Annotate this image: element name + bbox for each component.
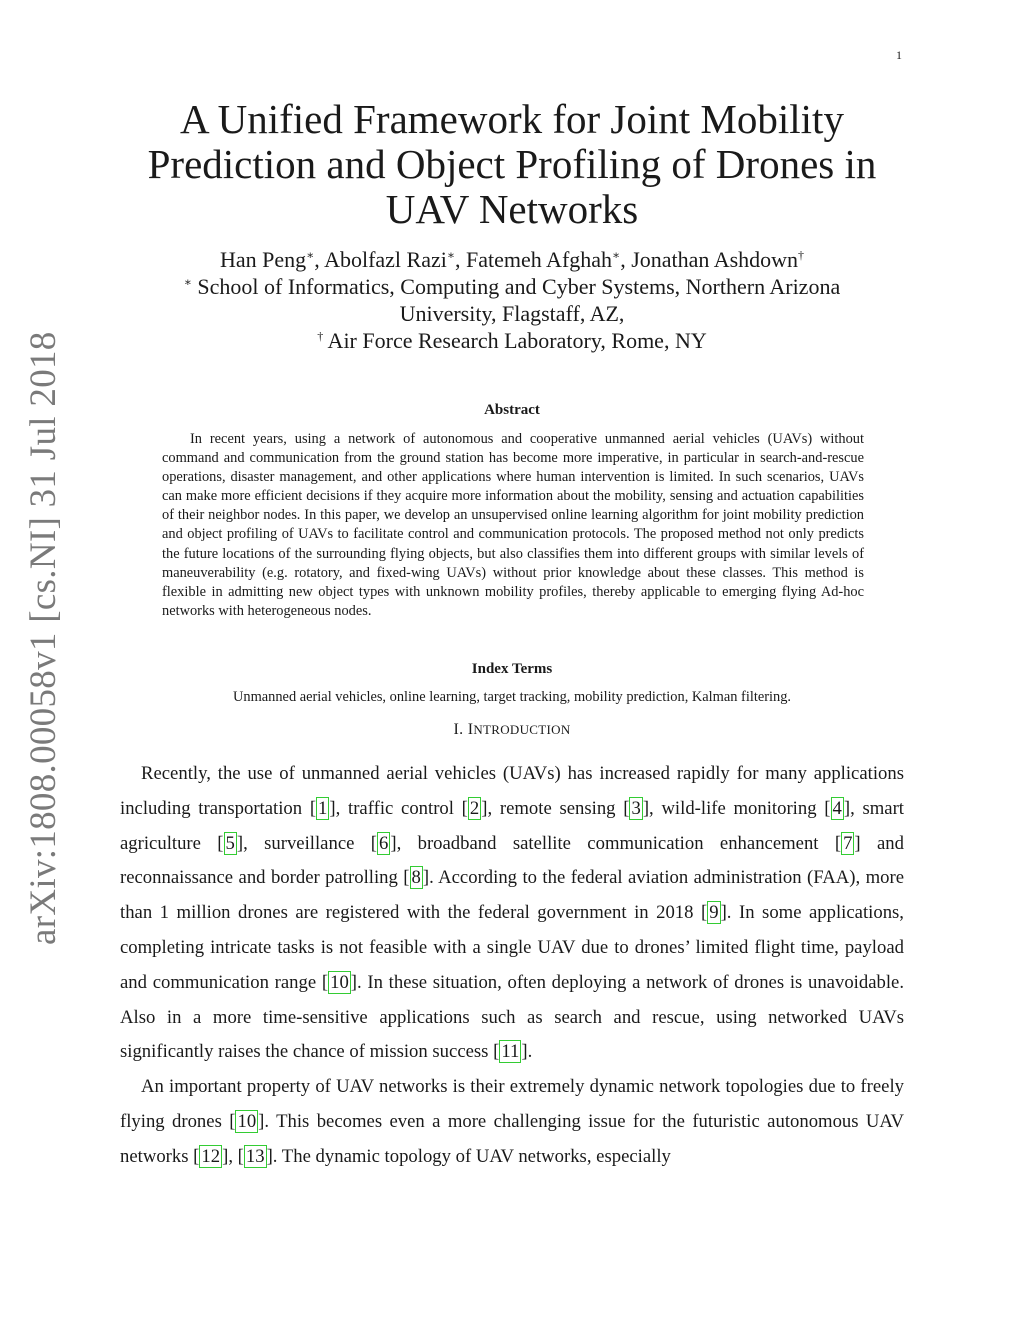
title-line: UAV Networks: [385, 186, 639, 232]
citation-link[interactable]: 12: [201, 1145, 221, 1167]
citation-link[interactable]: 5: [225, 832, 235, 854]
author-name: , Fatemeh Afghah: [455, 247, 613, 272]
section-number: I.: [453, 721, 468, 738]
text-run: ]. According to the federal aviation administration (FAA), more than 1 million drones are registered with the federal government in 2018 [: [120, 867, 904, 924]
citation-link[interactable]: 11: [501, 1041, 520, 1063]
author-name: Han Peng: [219, 247, 307, 272]
author-name: , Abolfazl Razi: [314, 247, 447, 272]
affiliation-mark: †: [317, 329, 324, 343]
affiliation-text: Air Force Research Laboratory, Rome, NY: [323, 328, 707, 353]
author-list: [120, 246, 904, 273]
citation-link[interactable]: 1: [318, 797, 328, 819]
paper-title: [120, 97, 904, 232]
paragraph: [120, 757, 904, 1070]
citation-link[interactable]: 10: [237, 1110, 257, 1132]
citation-link[interactable]: 2: [469, 797, 480, 819]
text-run: ], wild-life monitoring [: [642, 797, 831, 819]
text-run: ]. In some applications, completing intricate tasks is not feasible with a single UAV due to drones’ limited flight time, payload and communication range [: [120, 902, 904, 993]
author-block: [120, 246, 904, 354]
page-number: 1: [896, 48, 902, 62]
citation-link[interactable]: 6: [379, 832, 389, 854]
text-run: ], broadband satellite communication enhancement [: [390, 832, 842, 854]
index-terms-text: Unmanned aerial vehicles, online learning, target tracking, mobility prediction, Kalman filtering.: [233, 689, 791, 705]
title-line: A Unified Framework for Joint Mobility: [180, 96, 844, 142]
affiliation-mark: ∗: [183, 275, 192, 289]
title-line: Prediction and Object Profiling of Drones in: [147, 141, 877, 187]
arxiv-identifier-stamp: arXiv:1808.00058v1 [cs.NI] 31 Jul 2018: [23, 331, 64, 945]
section-title-initial: I: [467, 721, 474, 738]
text-run: An important property of UAV networks is their extremely dynamic network topologies due to freely flying drones [: [120, 1076, 904, 1132]
affiliation-text: School of Informatics, Computing and Cyber Systems, Northern Arizona: [191, 274, 841, 299]
affiliation-line: University, Flagstaff, AZ,: [399, 301, 625, 326]
abstract-heading: Abstract: [484, 402, 540, 418]
text-run: ], remote sensing [: [481, 797, 630, 819]
abstract-text: In recent years, using a network of autonomous and cooperative unmanned aerial vehicles (UAVs) without command and communication from the ground station has become more imperative, in particular in search-and-rescue operations, disaster management, and other applications where human intervention is limited. In such scenarios, UAVs can make more efficient decisions if they acquire more information about the mobility, sensing and actuation capabilities of their neighbor nodes. In this paper, we develop an unsupervised online learning algorithm for joint mobility prediction and object profiling of UAVs to facilitate control and communication protocols. The proposed method not only predicts the future locations of the surrounding flying objects, but also classifies them into different groups with similar levels of maneuverability (e.g. rotatory, and fixed-wing UAVs) without prior knowledge about these classes. This method is flexible in admitting new object types with unknown mobility profiles, thereby applicable to emerging flying Ad-hoc networks with heterogeneous nodes.: [162, 431, 864, 619]
text-run: ], surveillance [: [236, 832, 377, 854]
text-run: ] and reconnaissance and border patrolling [: [120, 832, 904, 889]
text-run: ], smart agriculture [: [120, 797, 904, 854]
text-run: ].: [521, 1041, 533, 1063]
text-run: ]. The dynamic topology of UAV networks, especially: [266, 1145, 671, 1167]
section-heading-introduction: [120, 721, 904, 739]
affiliation-line: [120, 327, 904, 354]
citation-link[interactable]: 9: [709, 902, 719, 924]
index-terms-heading: Index Terms: [471, 661, 553, 677]
affiliation-mark: †: [798, 248, 805, 262]
affiliation-mark: ∗: [612, 248, 621, 262]
text-run: ], [: [222, 1145, 244, 1167]
text-run: ]. In these situation, often deploying a network of drones is unavoidable. Also in a more time-sensitive applications such as search and rescue, using networked UAVs significantly raises the chance of mission success [: [120, 971, 904, 1063]
citation-link[interactable]: 10: [330, 971, 349, 993]
author-name: , Jonathan Ashdown: [620, 247, 799, 272]
affiliation-mark: ∗: [446, 248, 456, 262]
paragraph: [120, 1070, 904, 1174]
citation-link[interactable]: 4: [832, 797, 842, 819]
section-title-rest: NTRODUCTION: [473, 722, 571, 737]
citation-link[interactable]: 3: [631, 797, 641, 819]
introduction-body: [120, 757, 904, 1175]
citation-link[interactable]: 13: [245, 1145, 265, 1167]
citation-link[interactable]: 8: [411, 867, 421, 889]
affiliation-mark: ∗: [306, 248, 315, 262]
text-run: ], traffic control [: [329, 797, 468, 819]
affiliation-line: [120, 273, 904, 300]
text-run: ]. This becomes even a more challenging issue for the futuristic autonomous UAV networks [: [120, 1110, 905, 1167]
citation-link[interactable]: 7: [843, 832, 853, 854]
text-run: Recently, the use of unmanned aerial vehicles (UAVs) has increased rapidly for many applications including transportation [: [120, 763, 904, 819]
